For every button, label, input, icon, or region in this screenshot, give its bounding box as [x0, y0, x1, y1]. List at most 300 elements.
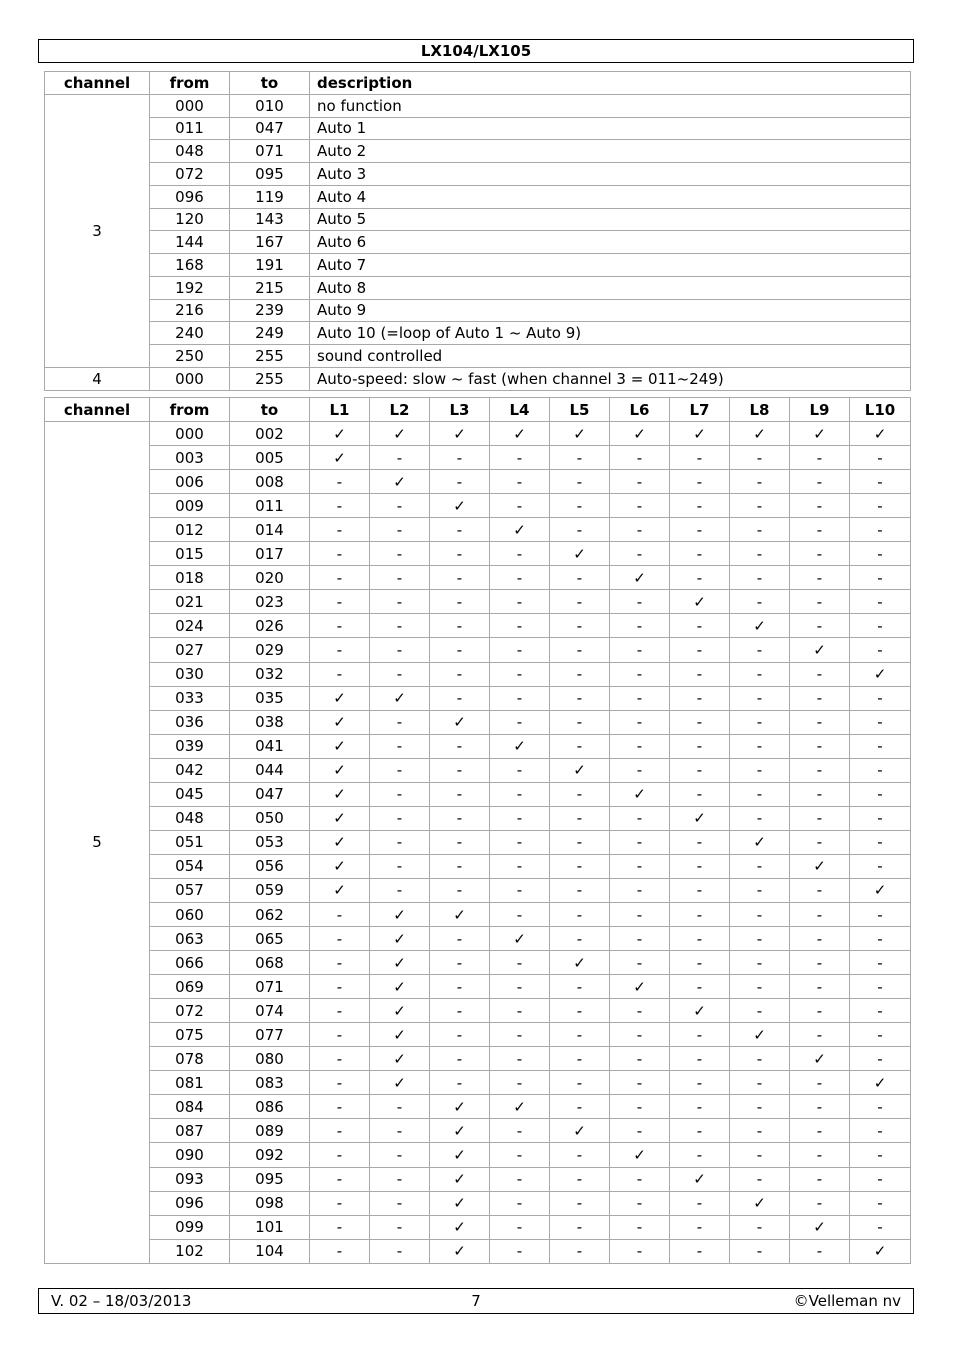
from-cell: 090 [150, 1143, 230, 1167]
dash-cell: - [790, 518, 850, 542]
channel-cell: 4 [45, 367, 150, 390]
dash-cell: - [670, 927, 730, 951]
table-row [45, 782, 911, 806]
dash-cell: - [670, 1095, 730, 1119]
check-icon: ✓ [610, 975, 670, 999]
from-cell: 021 [150, 590, 230, 614]
dash-cell: - [850, 1143, 911, 1167]
dash-cell: - [370, 518, 430, 542]
to-cell: 167 [230, 231, 310, 254]
dash-cell: - [670, 1071, 730, 1095]
dash-cell: - [670, 782, 730, 806]
from-cell: 099 [150, 1215, 230, 1239]
dash-cell: - [490, 975, 550, 999]
dash-cell: - [310, 542, 370, 566]
check-icon: ✓ [370, 975, 430, 999]
check-icon: ✓ [370, 999, 430, 1023]
table-row [45, 902, 911, 926]
to-cell: 071 [230, 975, 310, 999]
dash-cell: - [730, 1071, 790, 1095]
dash-cell: - [310, 902, 370, 926]
check-icon: ✓ [550, 542, 610, 566]
from-cell: 039 [150, 734, 230, 758]
dash-cell: - [490, 614, 550, 638]
dash-cell: - [790, 1239, 850, 1263]
check-icon: ✓ [850, 422, 911, 446]
dash-cell: - [850, 710, 911, 734]
dash-cell: - [430, 878, 490, 902]
dash-cell: - [430, 518, 490, 542]
dash-cell: - [310, 566, 370, 590]
from-cell: 060 [150, 902, 230, 926]
to-cell: 255 [230, 345, 310, 368]
to-cell: 083 [230, 1071, 310, 1095]
check-icon: ✓ [610, 422, 670, 446]
to-cell: 029 [230, 638, 310, 662]
check-icon: ✓ [670, 422, 730, 446]
dash-cell: - [610, 1095, 670, 1119]
table-row [45, 1095, 911, 1119]
from-cell: 003 [150, 446, 230, 470]
to-cell: 065 [230, 927, 310, 951]
check-icon: ✓ [310, 878, 370, 902]
check-icon: ✓ [370, 422, 430, 446]
dash-cell: - [850, 566, 911, 590]
dash-cell: - [310, 494, 370, 518]
table-row [45, 470, 911, 494]
to-cell: 077 [230, 1023, 310, 1047]
dash-cell: - [790, 734, 850, 758]
dash-cell: - [370, 782, 430, 806]
dash-cell: - [790, 1119, 850, 1143]
to-cell: 047 [230, 782, 310, 806]
dash-cell: - [430, 566, 490, 590]
check-icon: ✓ [370, 686, 430, 710]
dash-cell: - [550, 446, 610, 470]
dash-cell: - [610, 1167, 670, 1191]
dash-cell: - [550, 927, 610, 951]
from-cell: 018 [150, 566, 230, 590]
dash-cell: - [730, 662, 790, 686]
table-row [45, 1143, 911, 1167]
dash-cell: - [490, 542, 550, 566]
description-cell: no function [310, 94, 911, 117]
from-cell: 096 [150, 185, 230, 208]
dash-cell: - [370, 590, 430, 614]
dash-cell: - [310, 662, 370, 686]
check-icon: ✓ [310, 446, 370, 470]
table-row [45, 322, 911, 345]
dash-cell: - [610, 999, 670, 1023]
dash-cell: - [670, 1239, 730, 1263]
dash-cell: - [850, 1215, 911, 1239]
to-cell: 038 [230, 710, 310, 734]
check-icon: ✓ [430, 1239, 490, 1263]
check-icon: ✓ [490, 1095, 550, 1119]
dmx-table-channel-5 [44, 397, 911, 1264]
dash-cell: - [550, 590, 610, 614]
from-cell: 075 [150, 1023, 230, 1047]
from-cell: 066 [150, 951, 230, 975]
dash-cell: - [670, 854, 730, 878]
dash-cell: - [730, 806, 790, 830]
dash-cell: - [550, 662, 610, 686]
to-cell: 215 [230, 276, 310, 299]
table-row [45, 446, 911, 470]
dash-cell: - [790, 590, 850, 614]
from-cell: 063 [150, 927, 230, 951]
to-cell: 101 [230, 1215, 310, 1239]
dash-cell: - [730, 999, 790, 1023]
dash-cell: - [550, 878, 610, 902]
from-cell: 072 [150, 999, 230, 1023]
dash-cell: - [730, 686, 790, 710]
to-cell: 008 [230, 470, 310, 494]
footer-page-number: 7 [471, 1292, 481, 1310]
dash-cell: - [490, 1119, 550, 1143]
dash-cell: - [730, 854, 790, 878]
check-icon: ✓ [790, 638, 850, 662]
dash-cell: - [370, 1239, 430, 1263]
to-cell: 053 [230, 830, 310, 854]
dash-cell: - [550, 1191, 610, 1215]
column-header-description: description [310, 72, 911, 95]
column-header-to: to [230, 72, 310, 95]
dash-cell: - [370, 710, 430, 734]
dash-cell: - [370, 494, 430, 518]
from-cell: 057 [150, 878, 230, 902]
table-row [45, 208, 911, 231]
dash-cell: - [610, 710, 670, 734]
description-cell: Auto 9 [310, 299, 911, 322]
dash-cell: - [430, 446, 490, 470]
dash-cell: - [550, 1215, 610, 1239]
dash-cell: - [610, 734, 670, 758]
dash-cell: - [790, 710, 850, 734]
dash-cell: - [730, 927, 790, 951]
to-cell: 074 [230, 999, 310, 1023]
check-icon: ✓ [370, 1023, 430, 1047]
dash-cell: - [610, 470, 670, 494]
dash-cell: - [310, 1167, 370, 1191]
dash-cell: - [730, 710, 790, 734]
check-icon: ✓ [670, 1167, 730, 1191]
description-cell: Auto 5 [310, 208, 911, 231]
dash-cell: - [730, 638, 790, 662]
from-cell: 012 [150, 518, 230, 542]
dash-cell: - [370, 806, 430, 830]
dash-cell: - [850, 806, 911, 830]
description-cell: Auto 6 [310, 231, 911, 254]
check-icon: ✓ [430, 1143, 490, 1167]
dash-cell: - [670, 614, 730, 638]
to-cell: 041 [230, 734, 310, 758]
table-row [45, 140, 911, 163]
dash-cell: - [850, 830, 911, 854]
table-row [45, 276, 911, 299]
dash-cell: - [310, 1023, 370, 1047]
table2-header-row [45, 398, 911, 422]
dash-cell: - [730, 1143, 790, 1167]
footer-version: V. 02 – 18/03/2013 [51, 1292, 192, 1310]
table-row [45, 686, 911, 710]
column-header-l1: L1 [310, 398, 370, 422]
dash-cell: - [730, 902, 790, 926]
dash-cell: - [430, 782, 490, 806]
to-cell: 017 [230, 542, 310, 566]
dash-cell: - [550, 1143, 610, 1167]
dash-cell: - [490, 806, 550, 830]
description-cell: Auto 1 [310, 117, 911, 140]
dash-cell: - [490, 1215, 550, 1239]
dash-cell: - [730, 975, 790, 999]
from-cell: 009 [150, 494, 230, 518]
table-row [45, 734, 911, 758]
dash-cell: - [550, 999, 610, 1023]
dash-cell: - [790, 662, 850, 686]
table-row [45, 1071, 911, 1095]
dash-cell: - [610, 758, 670, 782]
dash-cell: - [850, 638, 911, 662]
dash-cell: - [430, 542, 490, 566]
dash-cell: - [850, 854, 911, 878]
check-icon: ✓ [310, 806, 370, 830]
column-header-l10: L10 [850, 398, 911, 422]
footer-copyright: ©Velleman nv [793, 1292, 901, 1310]
table-row [45, 422, 911, 446]
dash-cell: - [430, 686, 490, 710]
dash-cell: - [490, 494, 550, 518]
from-cell: 036 [150, 710, 230, 734]
to-cell: 089 [230, 1119, 310, 1143]
check-icon: ✓ [790, 1047, 850, 1071]
table-row [45, 117, 911, 140]
dash-cell: - [550, 1095, 610, 1119]
dash-cell: - [850, 1047, 911, 1071]
table-row [45, 367, 911, 390]
dash-cell: - [370, 1143, 430, 1167]
dash-cell: - [610, 854, 670, 878]
dash-cell: - [490, 1071, 550, 1095]
to-cell: 095 [230, 163, 310, 186]
from-cell: 078 [150, 1047, 230, 1071]
from-cell: 033 [150, 686, 230, 710]
dash-cell: - [670, 975, 730, 999]
check-icon: ✓ [430, 1119, 490, 1143]
table-row [45, 975, 911, 999]
dash-cell: - [430, 1023, 490, 1047]
dash-cell: - [790, 806, 850, 830]
check-icon: ✓ [430, 710, 490, 734]
table-row [45, 854, 911, 878]
check-icon: ✓ [430, 422, 490, 446]
dash-cell: - [550, 710, 610, 734]
table-row [45, 254, 911, 277]
column-header-from: from [150, 398, 230, 422]
dash-cell: - [670, 542, 730, 566]
dash-cell: - [310, 927, 370, 951]
dash-cell: - [790, 542, 850, 566]
check-icon: ✓ [310, 782, 370, 806]
dash-cell: - [670, 1119, 730, 1143]
dash-cell: - [670, 710, 730, 734]
dash-cell: - [430, 662, 490, 686]
from-cell: 093 [150, 1167, 230, 1191]
from-cell: 192 [150, 276, 230, 299]
dash-cell: - [550, 902, 610, 926]
dash-cell: - [430, 1071, 490, 1095]
dash-cell: - [430, 758, 490, 782]
dash-cell: - [850, 590, 911, 614]
to-cell: 032 [230, 662, 310, 686]
description-cell: Auto 10 (=loop of Auto 1 ~ Auto 9) [310, 322, 911, 345]
check-icon: ✓ [850, 662, 911, 686]
table-row [45, 566, 911, 590]
dash-cell: - [610, 686, 670, 710]
check-icon: ✓ [550, 951, 610, 975]
dash-cell: - [670, 902, 730, 926]
dash-cell: - [670, 686, 730, 710]
dash-cell: - [790, 999, 850, 1023]
check-icon: ✓ [490, 927, 550, 951]
dash-cell: - [310, 975, 370, 999]
dash-cell: - [670, 951, 730, 975]
check-icon: ✓ [850, 1239, 911, 1263]
dash-cell: - [370, 662, 430, 686]
dash-cell: - [850, 614, 911, 638]
check-icon: ✓ [430, 902, 490, 926]
dash-cell: - [490, 686, 550, 710]
dash-cell: - [610, 927, 670, 951]
check-icon: ✓ [310, 710, 370, 734]
dash-cell: - [550, 975, 610, 999]
from-cell: 087 [150, 1119, 230, 1143]
dash-cell: - [730, 734, 790, 758]
dash-cell: - [790, 566, 850, 590]
dash-cell: - [490, 902, 550, 926]
dash-cell: - [790, 758, 850, 782]
column-header-l9: L9 [790, 398, 850, 422]
dash-cell: - [430, 975, 490, 999]
dash-cell: - [310, 1119, 370, 1143]
dash-cell: - [430, 999, 490, 1023]
dash-cell: - [670, 566, 730, 590]
to-cell: 191 [230, 254, 310, 277]
dash-cell: - [370, 638, 430, 662]
check-icon: ✓ [490, 422, 550, 446]
dash-cell: - [370, 734, 430, 758]
dash-cell: - [490, 1023, 550, 1047]
dash-cell: - [670, 494, 730, 518]
check-icon: ✓ [370, 951, 430, 975]
dash-cell: - [370, 758, 430, 782]
table-row [45, 1239, 911, 1263]
table-row [45, 1023, 911, 1047]
table-row [45, 94, 911, 117]
dash-cell: - [430, 806, 490, 830]
table-row [45, 299, 911, 322]
dash-cell: - [610, 830, 670, 854]
dash-cell: - [370, 566, 430, 590]
dash-cell: - [850, 902, 911, 926]
check-icon: ✓ [550, 758, 610, 782]
table-row [45, 662, 911, 686]
dash-cell: - [610, 542, 670, 566]
to-cell: 023 [230, 590, 310, 614]
from-cell: 030 [150, 662, 230, 686]
column-header-channel: channel [45, 398, 150, 422]
check-icon: ✓ [370, 1047, 430, 1071]
check-icon: ✓ [550, 1119, 610, 1143]
dash-cell: - [730, 782, 790, 806]
check-icon: ✓ [610, 566, 670, 590]
dash-cell: - [610, 494, 670, 518]
dash-cell: - [490, 662, 550, 686]
table-row [45, 710, 911, 734]
dash-cell: - [490, 566, 550, 590]
column-header-l4: L4 [490, 398, 550, 422]
to-cell: 119 [230, 185, 310, 208]
dash-cell: - [610, 590, 670, 614]
dash-cell: - [670, 1047, 730, 1071]
dmx-table-channels-3-4 [44, 71, 911, 391]
dash-cell: - [550, 686, 610, 710]
from-cell: 006 [150, 470, 230, 494]
dash-cell: - [430, 614, 490, 638]
check-icon: ✓ [370, 1071, 430, 1095]
dash-cell: - [490, 590, 550, 614]
dash-cell: - [430, 951, 490, 975]
table-row [45, 542, 911, 566]
dash-cell: - [610, 614, 670, 638]
dash-cell: - [310, 1047, 370, 1071]
description-cell: Auto 4 [310, 185, 911, 208]
dash-cell: - [670, 662, 730, 686]
description-cell: Auto 8 [310, 276, 911, 299]
dash-cell: - [730, 494, 790, 518]
dash-cell: - [610, 638, 670, 662]
to-cell: 026 [230, 614, 310, 638]
dash-cell: - [610, 902, 670, 926]
check-icon: ✓ [430, 1095, 490, 1119]
from-cell: 250 [150, 345, 230, 368]
description-cell: Auto 2 [310, 140, 911, 163]
dash-cell: - [670, 518, 730, 542]
dash-cell: - [310, 1143, 370, 1167]
dash-cell: - [310, 590, 370, 614]
to-cell: 098 [230, 1191, 310, 1215]
dash-cell: - [730, 951, 790, 975]
dash-cell: - [790, 782, 850, 806]
check-icon: ✓ [670, 999, 730, 1023]
table-row [45, 878, 911, 902]
dash-cell: - [550, 1047, 610, 1071]
from-cell: 000 [150, 94, 230, 117]
dash-cell: - [550, 830, 610, 854]
to-cell: 095 [230, 1167, 310, 1191]
check-icon: ✓ [490, 518, 550, 542]
to-cell: 047 [230, 117, 310, 140]
dash-cell: - [490, 638, 550, 662]
column-header-l8: L8 [730, 398, 790, 422]
dash-cell: - [850, 446, 911, 470]
dash-cell: - [550, 1167, 610, 1191]
dash-cell: - [610, 446, 670, 470]
dash-cell: - [730, 1215, 790, 1239]
dash-cell: - [850, 494, 911, 518]
to-cell: 005 [230, 446, 310, 470]
check-icon: ✓ [670, 806, 730, 830]
